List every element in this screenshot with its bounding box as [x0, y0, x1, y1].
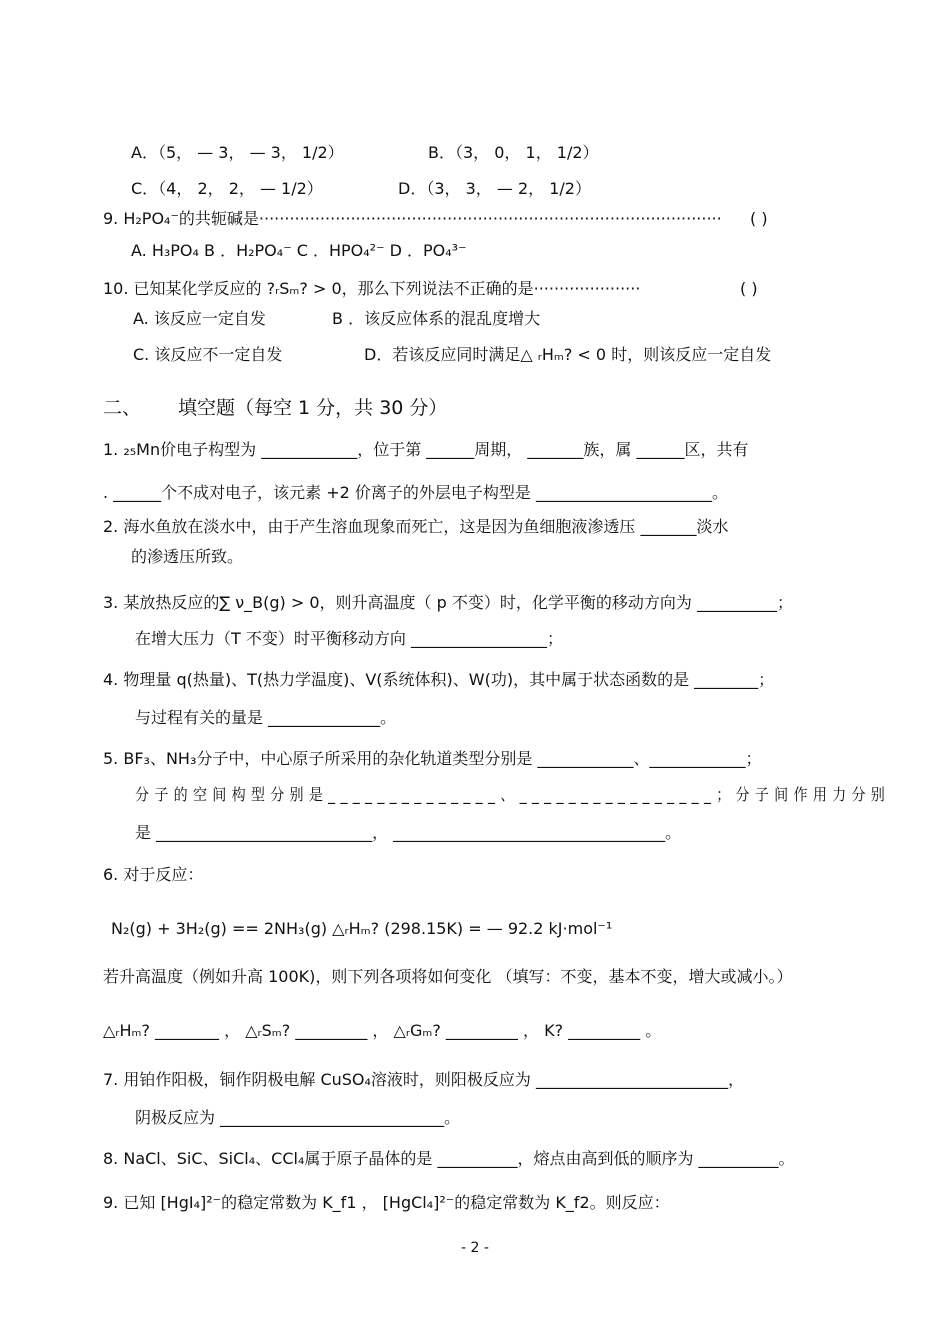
fill-1-line-1: 1. ₂₅Mn价电子构型为 ____________，位于第 ______周期， _______族，属 ______区，共有 [103, 440, 749, 459]
q8-option-b: B．（3， 0， 1， 1/2） [428, 143, 599, 162]
q10-option-c: C. 该反应不一定自发 [133, 345, 283, 364]
fill-9-line-1: 9. 已知 [HgI₄]²⁻的稳定常数为 K_f1 ， [HgCl₄]²⁻的稳定常数为 K_f2。则反应： [103, 1193, 670, 1212]
fill-3-line-1: 3. 某放热反应的∑ ν_B(g) > 0，则升高温度（ p 不变）时，化学平衡的移动方向为 __________； [103, 593, 793, 612]
q10-option-b: B ．该反应体系的混乱度增大 [332, 309, 541, 328]
q10-answer-paren: ( ) [740, 279, 758, 298]
q9-stem: 9. H₂PO₄⁻的共轭碱是··························································································· [103, 209, 722, 228]
q8-option-a: A．（5， — 3， — 3， 1/2） [131, 143, 344, 162]
fill-1-line-2: . ______个不成对电子，该元素 +2 价离子的外层电子构型是 ______________________。 [103, 483, 729, 502]
fill-6-equation: N₂(g) + 3H₂(g) == 2NH₃(g) △ᵣHₘ? (298.15K) = — 92.2 kJ·mol⁻¹ [111, 919, 613, 938]
fill-3-line-2: 在增大压力（T 不变）时平衡移动方向 _________________； [135, 629, 563, 648]
fill-5-line-2: 分子的空间构型分别是______________、________________；分子间作用力分别 [135, 785, 891, 804]
q10-option-d: D．若该反应同时满足△ ᵣHₘ? < 0 时，则该反应一定自发 [364, 345, 772, 364]
fill-2-line-2: 的渗透压所致。 [131, 547, 244, 566]
fill-2-line-1: 2. 海水鱼放在淡水中，由于产生溶血现象而死亡，这是因为鱼细胞液渗透压 _______淡水 [103, 517, 729, 536]
q10-option-a: A. 该反应一定自发 [133, 309, 266, 328]
fill-6-line-3: △ᵣHₘ? ________ ， △ᵣSₘ? _________ ， △ᵣGₘ? _________ ， K? _________ 。 [103, 1021, 662, 1040]
fill-7-line-1: 7. 用铂作阳极，铜作阴极电解 CuSO₄溶液时，则阳极反应为 ________________________， [103, 1070, 745, 1089]
fill-5-line-1: 5. BF₃、NH₃分子中，中心原子所采用的杂化轨道类型分别是 ____________、____________； [103, 749, 762, 768]
fill-5-line-3: 是 ___________________________， __________________________________。 [135, 823, 682, 842]
page-number: - 2 - [461, 1240, 489, 1256]
section-number: 二、 [103, 397, 142, 419]
fill-6-line-1: 6. 对于反应： [103, 865, 204, 884]
section-title: 填空题（每空 1 分，共 30 分） [178, 397, 448, 419]
q8-option-d: D．（3， 3， — 2， 1/2） [398, 179, 591, 198]
fill-8-line-1: 8. NaCl、SiC、SiCl₄、CCl₄属于原子晶体的是 __________，熔点由高到低的顺序为 __________。 [103, 1149, 795, 1168]
fill-7-line-2: 阴极反应为 ____________________________。 [135, 1108, 461, 1127]
fill-6-line-2: 若升高温度（例如升高 100K)，则下列各项将如何变化 （填写：不变，基本不变，增大或减小。） [103, 967, 793, 986]
q9-answer-paren: ( ) [750, 209, 768, 228]
q9-options: A. H₃PO₄ B ．H₂PO₄⁻ C ．HPO₄²⁻ D ．PO₄³⁻ [131, 241, 467, 260]
q8-option-c: C．（4， 2， 2， — 1/2） [131, 179, 323, 198]
fill-4-line-1: 4. 物理量 q(热量)、T(热力学温度)、V(系统体积)、W(功)，其中属于状态函数的是 ________； [103, 670, 775, 689]
q10-stem: 10. 已知某化学反应的 ?ᵣSₘ? > 0，那么下列说法不正确的是····················· [103, 279, 641, 298]
fill-4-line-2: 与过程有关的量是 ______________。 [135, 708, 397, 727]
